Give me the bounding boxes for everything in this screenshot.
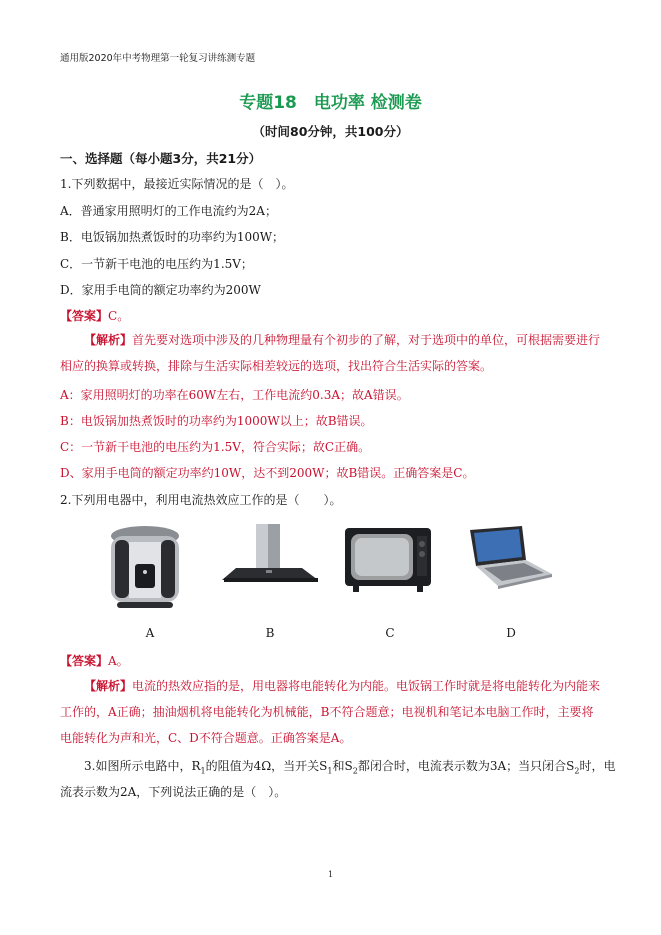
q3-stem: [84, 757, 615, 775]
q3-stem-part-c: 和S: [332, 759, 353, 773]
running-header: 通用版2020年中考物理第一轮复习讲练测专题: [60, 53, 256, 64]
q1-answer: [60, 307, 129, 324]
range-hood-image: [222, 522, 320, 586]
q1-detail-b: B：电饭锅加热煮饭时的功率约为1000W以上；故B错误。: [60, 414, 373, 428]
page-number: 1: [327, 870, 334, 879]
image-label-a: A: [145, 626, 155, 640]
q3-sub-4: 2: [574, 766, 580, 776]
q1-detail-a: A：家用照明灯的功率在60W左右，工作电流约0.3A；故A错误。: [60, 388, 409, 402]
image-label-c: C: [385, 626, 395, 640]
q1-option-d: D．家用手电筒的额定功率约为200W: [60, 283, 261, 297]
q2-answer: [60, 652, 129, 669]
q1-detail-c: C：一节新干电池的电压约为1.5V，符合实际；故C正确。: [60, 440, 371, 454]
q1-option-c: C．一节新干电池的电压约为1.5V；: [60, 257, 253, 271]
q2-analysis-text: 电流的热效应指的是，用电器将电能转化为内能。电饭锅工作时就是将电能转化为内能来工作的，A正确；抽油烟机将电能转化为机械能，B不符合题意；电视机和笔记本电脑工作时，主要将电能转化为声和光，C、D不符合题意。正确答案是A。: [60, 679, 601, 745]
q3-stem-part-e: 时，电: [579, 759, 616, 773]
rice-cooker-image: [105, 522, 185, 612]
q3-sub-3: 2: [352, 766, 358, 776]
q2-stem: 2.下列用电器中，利用电流热效应工作的是（ ）。: [60, 493, 342, 507]
page-subtitle: （时间80分钟，共100分）: [252, 124, 409, 139]
q3-stem-line2: 流表示数为2A，下列说法正确的是（ ）。: [60, 785, 287, 799]
q1-option-a: A．普通家用照明灯的工作电流约为2A；: [60, 204, 277, 218]
q2-analysis-tag: 【解析】: [84, 679, 133, 693]
q1-answer-tag: 【答案】: [60, 309, 109, 323]
q1-stem: 1.下列数据中，最接近实际情况的是（ ）。: [60, 177, 294, 191]
page-title: 专题18 电功率 检测卷: [239, 93, 422, 113]
section-heading: 一、选择题（每小题3分，共21分）: [60, 151, 262, 166]
image-label-b: B: [265, 626, 275, 640]
laptop-image: [464, 526, 554, 590]
q1-option-b: B．电饭锅加热煮饭时的功率约为100W；: [60, 230, 285, 244]
q1-analysis-text: 首先要对选项中涉及的几种物理量有个初步的了解，对于选项中的单位，可根据需要进行相应的换算或转换，排除与生活实际相差较远的选项，找出符合生活实际的答案。: [60, 333, 601, 373]
q3-stem-part-d: 都闭合时，电流表示数为3A；当只闭合S: [357, 759, 575, 773]
q2-answer-tag: 【答案】: [60, 654, 109, 668]
q1-answer-text: C。: [108, 309, 130, 323]
q1-analysis: [60, 327, 605, 379]
q3-sub-1: 1: [200, 766, 206, 776]
q3-stem-part-a: 3.如图所示电路中，R: [84, 759, 201, 773]
q1-detail-d: D、家用手电筒的额定功率约10W，达不到200W；故B错误。正确答案是C。: [60, 466, 475, 480]
q1-analysis-tag: 【解析】: [84, 333, 133, 347]
q2-analysis: [60, 673, 605, 751]
image-label-d: D: [506, 626, 516, 640]
q2-answer-text: A。: [108, 654, 129, 668]
q3-stem-part-b: 的阻值为4Ω，当开关S: [205, 759, 328, 773]
crt-tv-image: [343, 526, 433, 594]
q3-sub-2: 1: [327, 766, 333, 776]
